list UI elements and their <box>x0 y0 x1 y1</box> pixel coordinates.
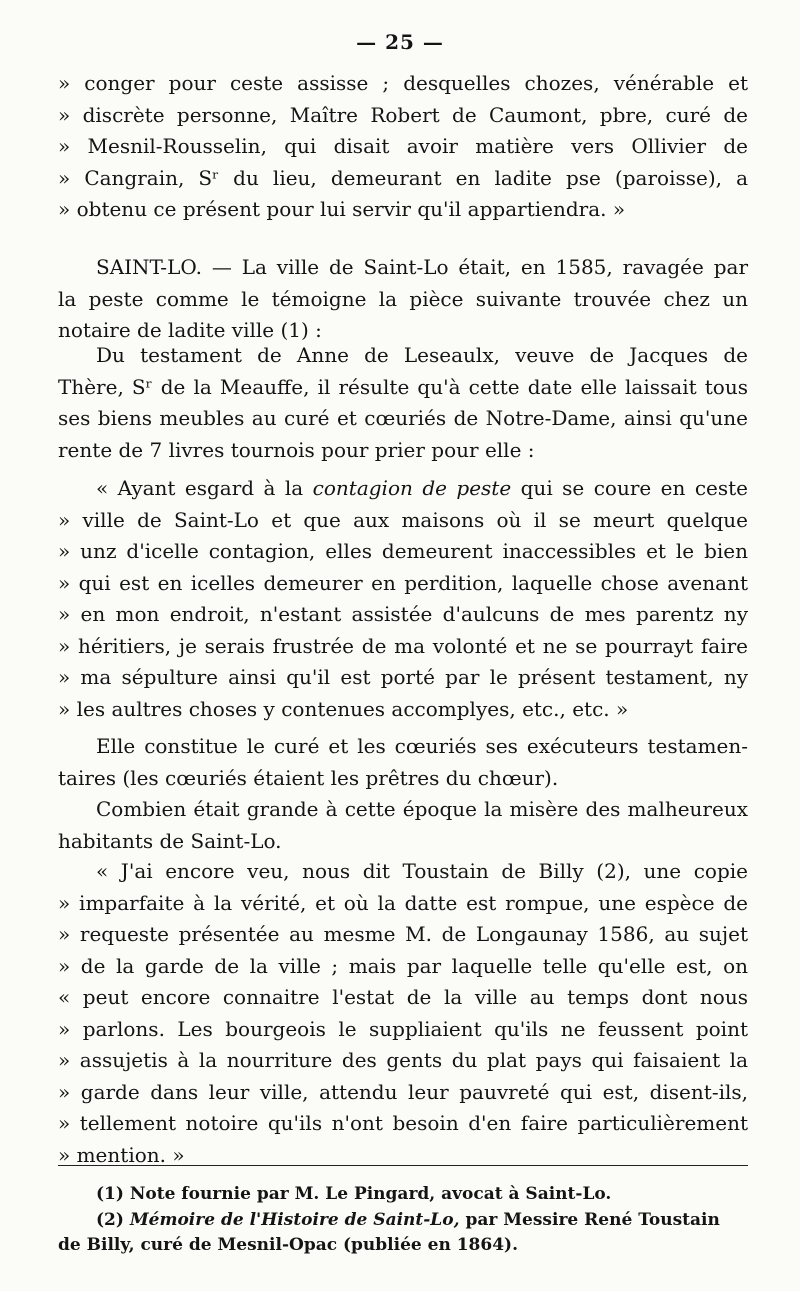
text-line: notaire de ladite ville (1) : <box>58 318 322 342</box>
text-line: » assujetis à la nourriture des gents du plat pays qui faisaient la <box>58 1048 748 1072</box>
text-line: Thère, Sʳ de la Meauffe, il résulte qu'à cette date elle laissait tous <box>58 374 748 399</box>
text-line: » garde dans leur ville, attendu leur pauvreté qui est, disent-ils, <box>58 1079 748 1104</box>
text-line: « J'ai encore veu, nous dit Toustain de Billy (2), une copie <box>96 859 748 883</box>
text-line: » de la garde de la ville ; mais par laquelle telle qu'elle est, on <box>58 953 748 978</box>
text-line: » ville de Saint-Lo et que aux maisons où il se meurt quelque <box>58 507 748 532</box>
text-line: la peste comme le témoigne la pièce suivante trouvée chez un <box>58 286 748 311</box>
text-line: » requeste présentée au mesme M. de Longaunay 1586, au sujet <box>58 922 748 946</box>
text-line: » parlons. Les bourgeois le suppliaient qu'ils ne feussent point <box>58 1016 748 1041</box>
text-line: » imparfaite à la vérité, et où la datte est rompue, une espèce de <box>58 890 748 915</box>
footnote-title: Mémoire de l'Histoire de Saint-Lo, <box>129 1210 460 1230</box>
text-line: » discrète personne, Maître Robert de Caumont, pbre, curé de <box>58 102 748 127</box>
text-line: taires (les cœuriés étaient les prêtres du chœur). <box>58 765 559 790</box>
page-number: — 25 — <box>356 30 444 54</box>
footnote-divider <box>58 1165 748 1166</box>
footnote-2 <box>58 1208 748 1258</box>
text-line: « peut encore connaitre l'estat de la ville au temps dont nous <box>58 985 748 1009</box>
text-line: ses biens meubles au curé et cœuriés de Notre-Dame, ainsi qu'une <box>58 406 748 430</box>
text-line: Du testament de Anne de Leseaulx, veuve de Jacques de <box>96 343 748 367</box>
text-line: » en mon endroit, n'estant assistée d'aulcuns de mes parentz ny <box>58 602 748 626</box>
paragraph-quote-continuation <box>58 68 748 226</box>
paragraph-contagion-quote <box>58 473 748 725</box>
text-line: » qui est en icelles demeurer en perdition, laquelle chose avenant <box>58 570 748 595</box>
paragraph-misere <box>58 794 748 857</box>
text-line: » ma sépulture ainsi qu'il est porté par le présent testament, ny <box>58 665 748 689</box>
footnote-fragment: par Messire René Toustain <box>459 1210 720 1230</box>
text-line: » unz d'icelle contagion, elles demeurent inaccessibles et le bien <box>58 539 748 563</box>
footnote-text: (1) Note fournie par M. Le Pingard, avocat à Saint-Lo. <box>96 1184 612 1204</box>
text-fragment: « Ayant esgard à la <box>96 476 313 500</box>
footnote-1 <box>58 1182 748 1207</box>
footnote-text <box>58 1208 748 1233</box>
text-fragment: qui se coure en ceste <box>511 476 748 500</box>
text-line <box>58 473 748 505</box>
text-line: » les aultres choses y contenues accomplyes, etc., etc. » <box>58 696 629 721</box>
paragraph-saint-lo <box>58 252 748 347</box>
paragraph-toustain-quote <box>58 856 748 1171</box>
text-line: » Cangrain, Sʳ du lieu, demeurant en ladite pse (paroisse), a <box>58 165 748 190</box>
footnote-text: de Billy, curé de Mesnil-Opac (publiée en 1864). <box>58 1235 519 1255</box>
text-line: SAINT-LO. — La ville de Saint-Lo était, en 1585, ravagée par <box>96 255 748 279</box>
text-line: Combien était grande à cette époque la misère des malheureux <box>96 797 748 821</box>
text-line: » Mesnil-Rousselin, qui disait avoir matière vers Ollivier de <box>58 134 748 158</box>
text-line: » héritiers, je serais frustrée de ma volonté et ne se pourrayt faire <box>58 633 748 658</box>
text-line: Elle constitue le curé et les cœuriés ses exécuteurs testamen- <box>96 734 748 758</box>
text-line: rente de 7 livres tournois pour prier pour elle : <box>58 437 535 462</box>
paragraph-testament <box>58 340 748 466</box>
text-line: » mention. » <box>58 1142 185 1167</box>
italic-phrase: contagion de peste <box>312 476 512 500</box>
text-line: » obtenu ce présent pour lui servir qu'il appartiendra. » <box>58 197 626 221</box>
paragraph-executeurs <box>58 731 748 794</box>
text-line: » conger pour ceste assisse ; desquelles chozes, vénérable et <box>58 71 748 95</box>
footnote-number: (2) <box>96 1210 130 1230</box>
text-line: » tellement notoire qu'ils n'ont besoin d'en faire particulièrement <box>58 1111 748 1135</box>
text-line: habitants de Saint-Lo. <box>58 828 282 853</box>
